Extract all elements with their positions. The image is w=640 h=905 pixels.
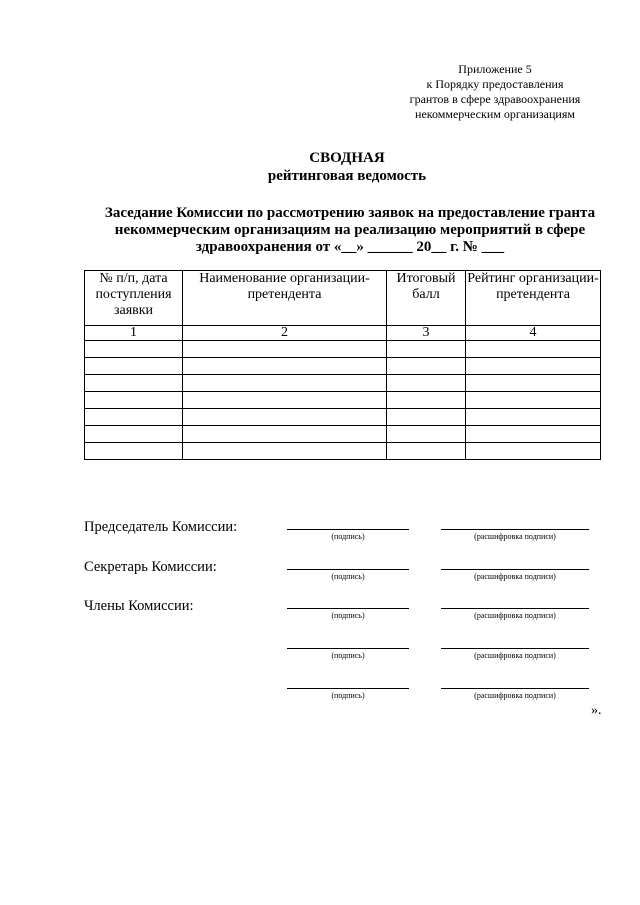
chairman-decoding-line[interactable] (441, 529, 589, 530)
column-number: 2 (183, 326, 387, 341)
signature-caption: (подпись) (331, 651, 365, 660)
table-cell (387, 341, 466, 358)
table-cell (183, 358, 387, 375)
header-organization-name: Наименование организации-претендента (183, 271, 387, 326)
decoding-caption: (расшифровка подписи) (474, 572, 556, 581)
table-cell (85, 358, 183, 375)
table-cell (85, 443, 183, 460)
table-cell (466, 426, 601, 443)
column-number-row (85, 326, 601, 341)
appendix-line: грантов в сфере здравоохранения (409, 92, 581, 106)
table-cell (85, 375, 183, 392)
secretary-label: Секретарь Комиссии: (84, 559, 217, 575)
table-row (85, 375, 601, 392)
members-label: Члены Комиссии: (84, 598, 194, 614)
table-cell (466, 392, 601, 409)
table-cell (183, 443, 387, 460)
rating-table (84, 270, 601, 460)
table-cell (466, 409, 601, 426)
table-row (85, 409, 601, 426)
decoding-caption: (расшифровка подписи) (474, 532, 556, 541)
member-signature-line[interactable] (287, 648, 409, 649)
decoding-caption: (расшифровка подписи) (474, 691, 556, 700)
meeting-heading (90, 205, 610, 256)
table-cell (387, 443, 466, 460)
table-cell (466, 341, 601, 358)
signature-caption: (подпись) (331, 572, 365, 581)
table-cell (183, 409, 387, 426)
appendix-line: к Порядку предоставления (426, 77, 564, 91)
column-number: 4 (466, 326, 601, 341)
document-title: СВОДНАЯ (309, 150, 385, 166)
table-cell (85, 341, 183, 358)
table-cell (85, 409, 183, 426)
table-cell (387, 409, 466, 426)
signature-caption: (подпись) (331, 691, 365, 700)
appendix-header (380, 62, 610, 122)
table-cell (387, 426, 466, 443)
column-number: 3 (387, 326, 466, 341)
table-header-row (85, 271, 601, 326)
chairman-signature-line[interactable] (287, 529, 409, 530)
table-row (85, 358, 601, 375)
table-cell (466, 443, 601, 460)
member-decoding-line[interactable] (441, 688, 589, 689)
chairman-label: Председатель Комиссии: (84, 519, 238, 535)
table-row (85, 426, 601, 443)
meeting-heading-line: здравоохранения от «__» ______ 20__ г. № ___ (195, 239, 505, 255)
secretary-decoding-line[interactable] (441, 569, 589, 570)
table-cell (387, 375, 466, 392)
table-row (85, 443, 601, 460)
header-application-number: № п/п, дата поступления заявки (85, 271, 183, 326)
member-decoding-line[interactable] (441, 608, 589, 609)
decoding-caption: (расшифровка подписи) (474, 651, 556, 660)
decoding-caption: (расшифровка подписи) (474, 611, 556, 620)
table-cell (466, 375, 601, 392)
table-row (85, 341, 601, 358)
member-decoding-line[interactable] (441, 648, 589, 649)
table-cell (85, 426, 183, 443)
document-subtitle: рейтинговая ведомость (267, 168, 427, 184)
member-signature-line[interactable] (287, 608, 409, 609)
table-cell (183, 392, 387, 409)
table-cell (387, 358, 466, 375)
closing-quote-mark: ». (591, 703, 602, 718)
signature-caption: (подпись) (331, 532, 365, 541)
header-organization-rating: Рейтинг организации-претендента (466, 271, 601, 326)
table-cell (183, 375, 387, 392)
table-cell (183, 341, 387, 358)
appendix-line: Приложение 5 (458, 62, 532, 76)
appendix-line: некоммерческим организациям (415, 107, 575, 121)
meeting-heading-line: Заседание Комиссии по рассмотрению заявок на предоставление гранта (104, 205, 596, 221)
signature-caption: (подпись) (331, 611, 365, 620)
table-cell (85, 392, 183, 409)
table-row (85, 392, 601, 409)
secretary-signature-line[interactable] (287, 569, 409, 570)
table-cell (466, 358, 601, 375)
table-cell (387, 392, 466, 409)
member-signature-line[interactable] (287, 688, 409, 689)
table-cell (183, 426, 387, 443)
column-number: 1 (85, 326, 183, 341)
meeting-heading-line: некоммерческим организациям на реализацию мероприятий в сфере (114, 222, 586, 238)
header-total-score: Итоговый балл (387, 271, 466, 326)
